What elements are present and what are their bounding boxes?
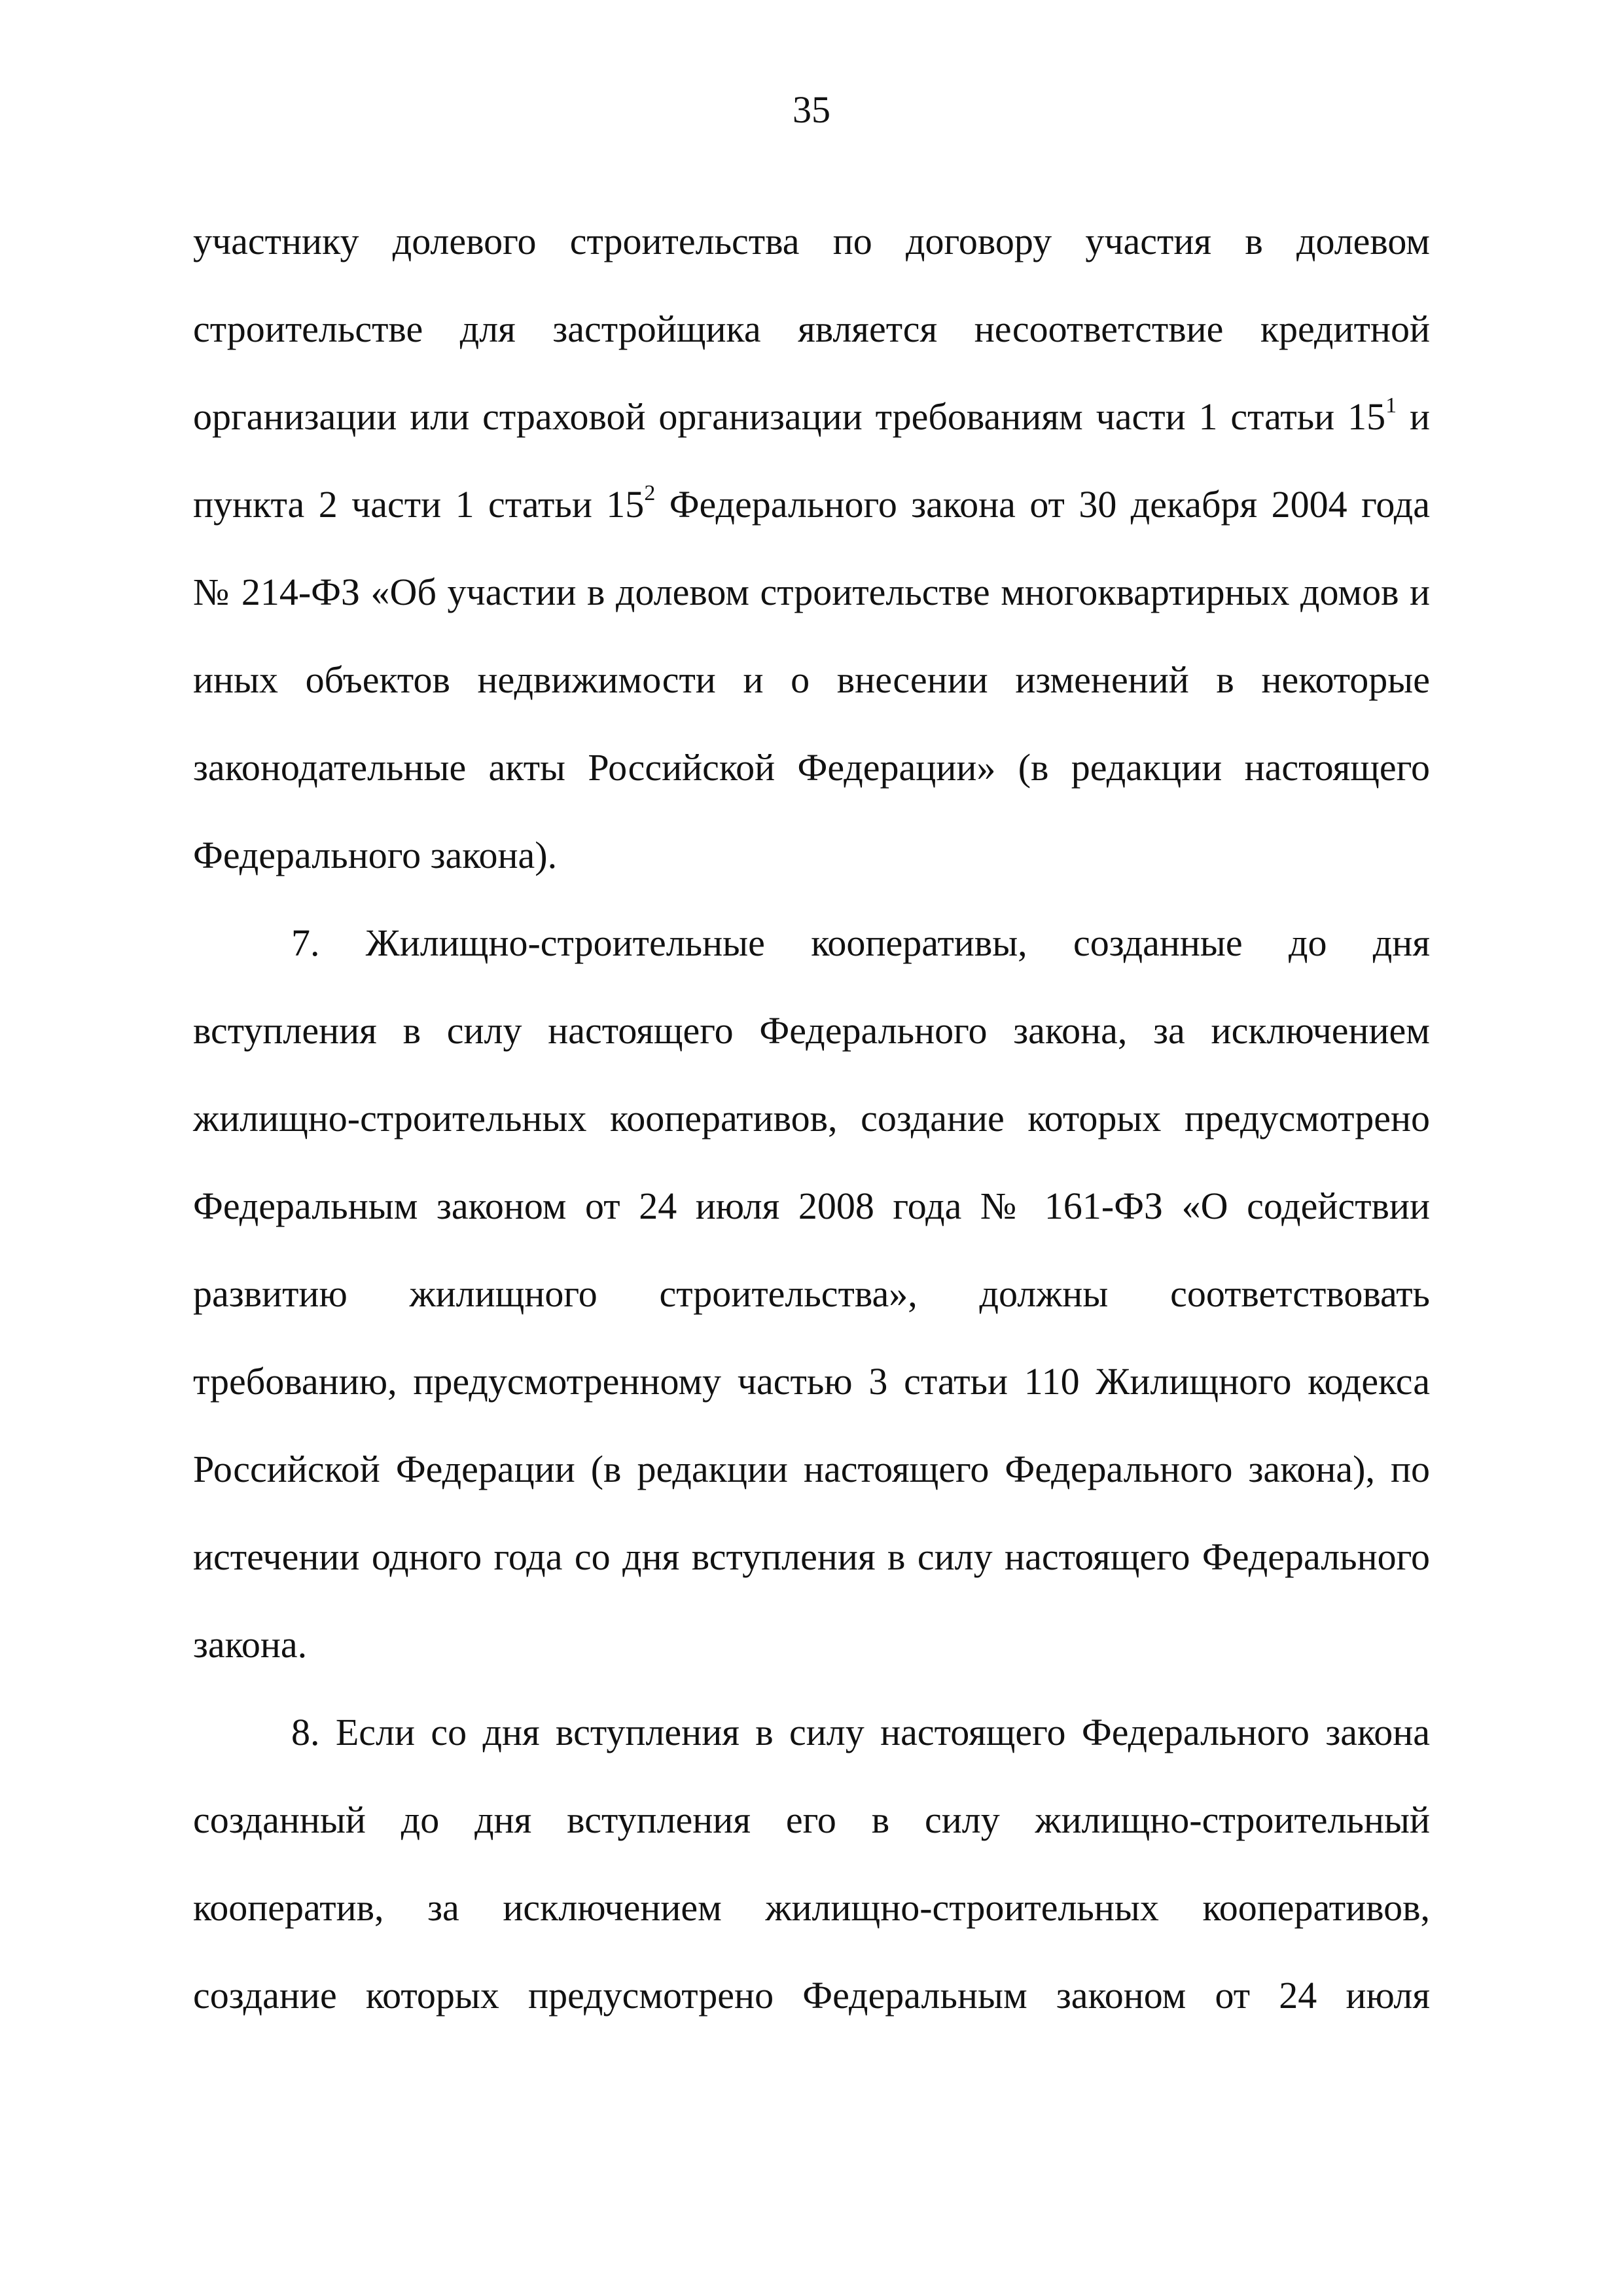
text-line: № 214-ФЗ «Об участии в долевом строительстве многоквартирных домов и	[193, 571, 1430, 613]
text-line: жилищно-строительных кооперативов, создание которых предусмотрено	[193, 1097, 1430, 1139]
text-line: закона.	[193, 1623, 308, 1666]
document-body	[193, 198, 1430, 2039]
paragraph-continuation	[193, 198, 1430, 899]
text-line: организации или страховой организации требованиям части 1 статьи $15^1$ и	[193, 393, 1430, 438]
text-line: истечении одного года со дня вступления в силу настоящего Федерального	[193, 1535, 1430, 1578]
paragraph-7	[193, 899, 1430, 1689]
text-line: Российской Федерации (в редакции настоящего Федерального закона), по	[193, 1448, 1430, 1490]
page-number: 35	[793, 88, 830, 131]
text-line: вступления в силу настоящего Федерального закона, за исключением	[193, 1009, 1430, 1052]
superscript: 2	[644, 481, 656, 505]
text-line: иных объектов недвижимости и о внесении изменений в некоторые	[193, 658, 1430, 701]
text-line: кооператив, за исключением жилищно-строительных кооперативов,	[193, 1886, 1430, 1929]
text-line: строительстве для застройщика является несоответствие кредитной	[193, 308, 1430, 350]
text-line: Федерального закона).	[193, 834, 558, 876]
text-line: развитию жилищного строительства», должны соответствовать	[193, 1272, 1430, 1315]
superscript: 1	[1385, 393, 1397, 418]
text-line: создание которых предусмотрено Федеральным законом от 24 июля	[193, 1974, 1430, 2017]
text-line: участнику долевого строительства по договору участия в долевом	[193, 220, 1430, 262]
text-line: созданный до дня вступления его в силу жилищно-строительный	[193, 1799, 1430, 1841]
text-line: пункта 2 части 1 статьи $15^2$ Федерального закона от 30 декабря 2004 года	[193, 481, 1430, 526]
text-line: Федеральным законом от 24 июля 2008 года № 161-ФЗ «О содействии	[193, 1185, 1430, 1227]
text-line: требованию, предусмотренному частью 3 статьи 110 Жилищного кодекса	[193, 1360, 1430, 1403]
paragraph-8	[193, 1689, 1430, 2039]
text-line: законодательные акты Российской Федерации» (в редакции настоящего	[193, 746, 1430, 789]
text-line: 7. Жилищно-строительные кооперативы, созданные до дня	[291, 922, 1430, 964]
text-line: 8. Если со дня вступления в силу настоящего Федерального закона	[291, 1711, 1430, 1753]
